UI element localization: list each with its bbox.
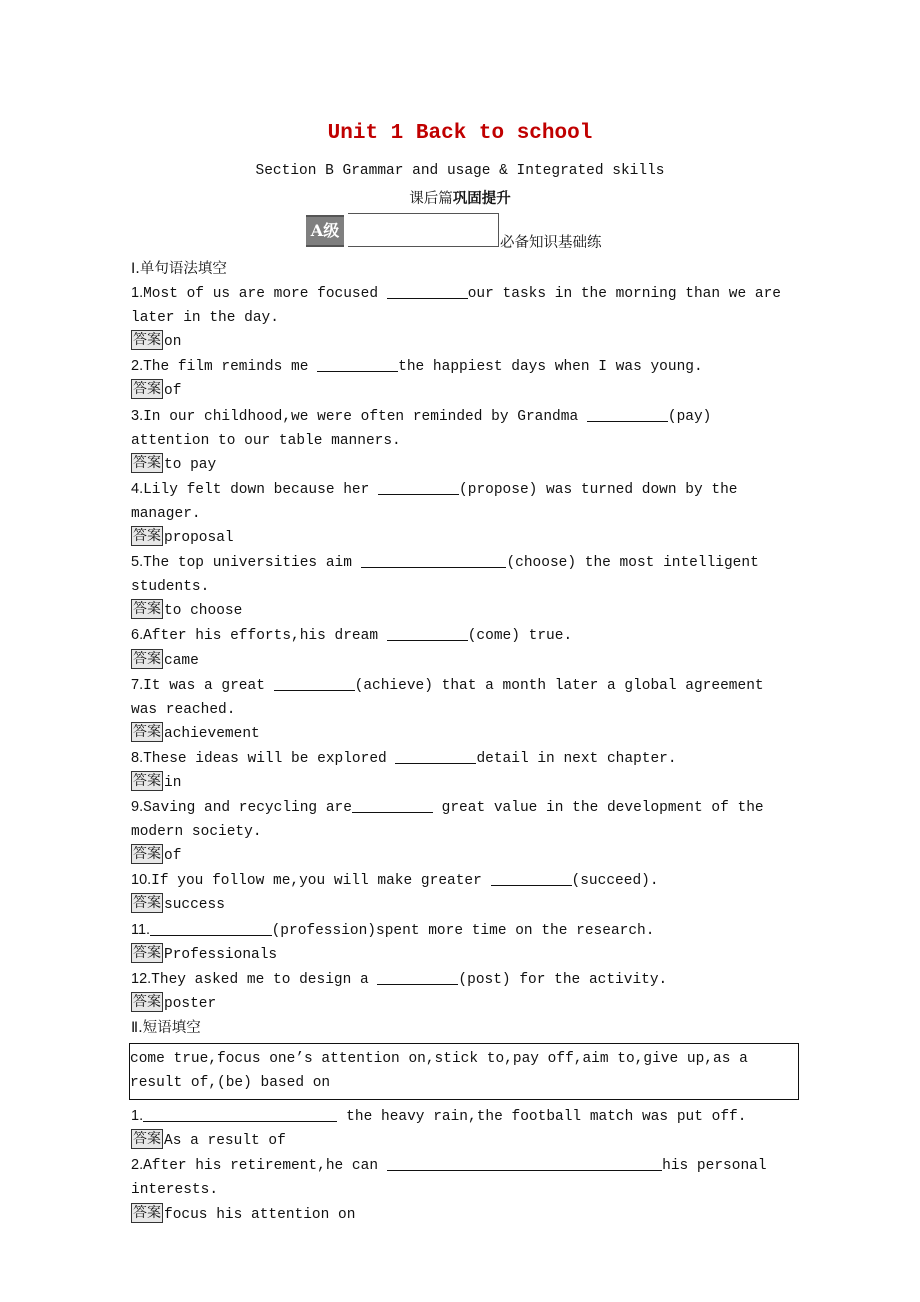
answer-tag: 答案 bbox=[133, 528, 161, 545]
part1-question-5 bbox=[131, 550, 791, 599]
question-text-before: If you follow me,you will make greater bbox=[151, 873, 491, 890]
answer-text: on bbox=[164, 334, 182, 351]
part1-answer-9 bbox=[131, 844, 791, 868]
answer-blank[interactable] bbox=[378, 478, 459, 495]
question-text-after: (post) for the activity. bbox=[458, 971, 668, 988]
answer-tag: 答案 bbox=[133, 650, 161, 667]
question-number: 5. bbox=[131, 554, 144, 571]
part1-answer-7 bbox=[131, 722, 791, 746]
question-text-after: (pay) attention to our table manners. bbox=[131, 408, 721, 449]
part2-question-2 bbox=[131, 1153, 791, 1202]
part1-question-4 bbox=[131, 477, 791, 526]
question-number: 8. bbox=[131, 749, 144, 766]
question-text-after: our tasks in the morning than we are later in the day. bbox=[131, 286, 790, 327]
subheading bbox=[0, 187, 920, 208]
answer-blank[interactable] bbox=[143, 1105, 337, 1122]
page-title: Unit 1 Back to school bbox=[327, 122, 593, 145]
question-text-after: (propose) was turned down by the manager. bbox=[131, 481, 747, 522]
part1-question-2 bbox=[131, 354, 791, 379]
part1-title: Ⅰ.单句语法填空 bbox=[131, 261, 227, 277]
part1-answer-4 bbox=[131, 526, 791, 550]
answer-text: of bbox=[164, 383, 182, 400]
part1-answer-5 bbox=[131, 599, 791, 623]
part1-question-1 bbox=[131, 281, 791, 330]
answer-blank[interactable] bbox=[361, 551, 507, 568]
question-text-before: It was a great bbox=[143, 677, 274, 694]
answer-tag: 答案 bbox=[133, 601, 161, 618]
answer-text: success bbox=[164, 897, 225, 914]
part1-answer-6 bbox=[131, 649, 791, 673]
question-number: 3. bbox=[131, 407, 144, 424]
part2-question-1 bbox=[131, 1104, 791, 1129]
part1-answer-1 bbox=[131, 330, 791, 354]
answer-blank[interactable] bbox=[150, 919, 272, 936]
question-text-before: After his efforts,his dream bbox=[143, 628, 387, 645]
part2-answer-2 bbox=[131, 1203, 791, 1227]
part1-answer-2 bbox=[131, 379, 791, 403]
answer-text: poster bbox=[164, 995, 217, 1012]
level-title: 必备知识基础练 bbox=[500, 235, 602, 251]
part1-answer-8 bbox=[131, 771, 791, 795]
part1-answer-12 bbox=[131, 992, 791, 1016]
answer-blank[interactable] bbox=[387, 624, 468, 641]
answer-text: to pay bbox=[164, 456, 217, 473]
question-text-before: The film reminds me bbox=[143, 359, 318, 376]
part1-question-10 bbox=[131, 868, 791, 893]
answer-text: came bbox=[164, 652, 199, 669]
part2-list bbox=[131, 1104, 791, 1226]
question-number: 2. bbox=[131, 1157, 144, 1174]
question-number: 1. bbox=[131, 1108, 144, 1125]
subheading-bold: 巩固提升 bbox=[452, 191, 511, 207]
question-text-after: great value in the development of the modern society. bbox=[131, 800, 773, 841]
part2-title: Ⅱ.短语填空 bbox=[131, 1019, 201, 1036]
answer-blank[interactable] bbox=[387, 282, 468, 299]
part1-question-6 bbox=[131, 623, 791, 648]
answer-text: to choose bbox=[164, 603, 243, 620]
answer-text: in bbox=[164, 774, 182, 791]
question-number: 10. bbox=[131, 872, 152, 889]
answer-tag: 答案 bbox=[133, 895, 161, 912]
answer-blank[interactable] bbox=[274, 674, 355, 691]
answer-tag: 答案 bbox=[133, 723, 161, 740]
level-box bbox=[348, 213, 499, 247]
answer-blank[interactable] bbox=[491, 869, 572, 886]
part1-question-8 bbox=[131, 746, 791, 771]
question-number: 1. bbox=[131, 285, 144, 302]
part1-answer-11 bbox=[131, 943, 791, 967]
answer-blank[interactable] bbox=[377, 968, 458, 985]
question-text-after: detail in next chapter. bbox=[476, 750, 677, 767]
answer-tag: 答案 bbox=[133, 846, 161, 863]
answer-text: focus his attention on bbox=[164, 1206, 356, 1223]
question-text-after: the heavy rain,the football match was put off. bbox=[337, 1109, 747, 1126]
question-text-before: The top universities aim bbox=[143, 555, 361, 572]
answer-tag: 答案 bbox=[133, 1131, 161, 1148]
answer-text: proposal bbox=[164, 530, 234, 547]
question-number: 4. bbox=[131, 480, 144, 497]
question-text-before: These ideas will be explored bbox=[143, 750, 396, 767]
answer-tag: 答案 bbox=[133, 332, 161, 349]
question-text-after: his personal interests. bbox=[131, 1158, 776, 1199]
answer-text: Professionals bbox=[164, 946, 278, 963]
answer-text: of bbox=[164, 848, 182, 865]
exercise-content bbox=[131, 257, 791, 1227]
question-number: 6. bbox=[131, 627, 144, 644]
question-number: 12. bbox=[131, 970, 152, 987]
answer-tag: 答案 bbox=[133, 993, 161, 1010]
answer-blank[interactable] bbox=[395, 747, 476, 764]
section-title: Section B Grammar and usage & Integrated skills bbox=[255, 163, 665, 179]
part1-question-12 bbox=[131, 967, 791, 992]
question-text-before: Saving and recycling are bbox=[143, 800, 352, 817]
part2-answer-1 bbox=[131, 1129, 791, 1153]
question-text-after: the happiest days when I was young. bbox=[398, 359, 703, 376]
answer-tag: 答案 bbox=[133, 1204, 161, 1221]
question-text-before: Lily felt down because her bbox=[143, 481, 379, 498]
part1-question-7 bbox=[131, 673, 791, 722]
word-bank-box: come true,focus one’s attention on,stick to,pay off,aim to,give up,as a result of,(be) based on bbox=[129, 1043, 799, 1100]
level-badge: A级 bbox=[306, 215, 344, 247]
question-number: 9. bbox=[131, 799, 144, 816]
answer-tag: 答案 bbox=[133, 772, 161, 789]
question-text-before: In our childhood,we were often reminded by Grandma bbox=[143, 408, 587, 425]
question-text-after: (come) true. bbox=[467, 628, 573, 645]
answer-tag: 答案 bbox=[133, 454, 161, 471]
answer-blank[interactable] bbox=[317, 355, 398, 372]
part1-question-11 bbox=[131, 918, 791, 943]
answer-blank[interactable] bbox=[587, 405, 668, 422]
answer-text: As a result of bbox=[164, 1133, 286, 1150]
question-text-before: After his retirement,he can bbox=[143, 1158, 387, 1175]
question-number: 7. bbox=[131, 676, 144, 693]
question-text-before: They asked me to design a bbox=[151, 971, 378, 988]
part1-answer-3 bbox=[131, 453, 791, 477]
question-text-after: (succeed). bbox=[571, 873, 659, 890]
part1-answer-10 bbox=[131, 893, 791, 917]
subheading-prefix: 课后篇 bbox=[409, 191, 453, 207]
answer-text: achievement bbox=[164, 725, 260, 742]
part1-question-9 bbox=[131, 795, 791, 844]
question-text-before: Most of us are more focused bbox=[143, 286, 387, 303]
answer-tag: 答案 bbox=[133, 381, 161, 398]
question-text-after: (achieve) that a month later a global agreement was reached. bbox=[131, 677, 773, 718]
question-number: 2. bbox=[131, 358, 144, 375]
answer-blank[interactable] bbox=[387, 1154, 662, 1171]
question-text-after: (choose) the most intelligent students. bbox=[131, 555, 768, 596]
part1-list bbox=[131, 281, 791, 1016]
question-text-after: (profession)spent more time on the research. bbox=[271, 922, 655, 939]
answer-tag: 答案 bbox=[133, 944, 161, 961]
answer-blank[interactable] bbox=[352, 796, 433, 813]
part1-question-3 bbox=[131, 404, 791, 453]
question-number: 11. bbox=[131, 921, 151, 938]
